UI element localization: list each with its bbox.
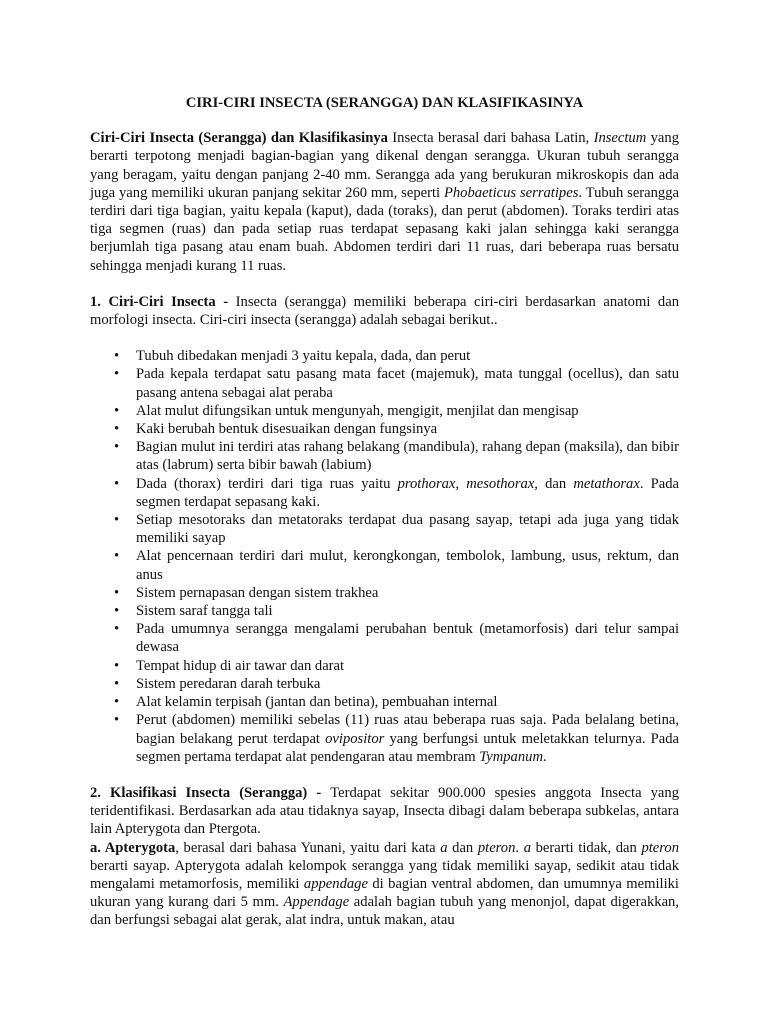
sectionA-text: dan: [447, 839, 478, 856]
list-item: • Alat pencernaan terdiri dari mulut, kerongkongan, tembolok, lambung, usus, rektum, dan anus: [90, 547, 679, 583]
sectionA-italic: a: [523, 839, 531, 856]
list-item-text: Dada (thorax) terdiri dari tiga ruas yaitu: [136, 475, 398, 492]
list-item: • Sistem pernapasan dengan sistem trakhea: [90, 584, 679, 602]
list-item: • Alat mulut difungsikan untuk mengunyah, mengigit, menjilat dan mengisap: [90, 402, 679, 420]
list-item: • Bagian mulut ini terdiri atas rahang belakang (mandibula), rahang depan (maksila), dan bibir atas (labrum) serta bibir bawah (labium): [90, 438, 679, 474]
list-item-italic: Tympanum: [479, 748, 543, 765]
section2-paragraph: [90, 784, 679, 839]
sectionA-italic: appendage: [303, 875, 368, 892]
intro-lead: Ciri-Ciri Insecta (Serangga) dan Klasifikasinya: [90, 130, 388, 147]
intro-text-3: . Tubuh serangga terdiri dari tiga bagian, yaitu kepala (kaput), dada (toraks), dan perut (abdomen). Toraks terdiri atas tiga segmen (ruas) dan pada setiap ruas terdapat sepasang kaki jalan sehingga kaki serangga berjumlah tiga pasang atau enam buah. Abdomen terdiri dari 11 ruas, dari beberapa ruas bersatu sehingga menjadi kurang 11 ruas.: [90, 184, 680, 274]
sectionA-text: adalah bagian tubuh yang menonjol, dapat digerakkan, dan berfungsi sebagai alat gerak, alat indra, untuk makan, atau: [90, 894, 679, 929]
section2-text: Terdapat sekitar 900.000 spesies anggota Insecta yang teridentifikasi. Berdasarkan ada atau tidaknya sayap, Insecta dibagi dalam beberapa subkelas, antara lain Apterygota dan Ptergota.: [90, 784, 679, 838]
sectionA-italic: a: [440, 839, 448, 856]
characteristics-list: [90, 347, 679, 766]
list-item: [90, 475, 679, 511]
section2-heading: 2. Klasifikasi Insecta (Serangga) -: [90, 784, 331, 801]
section1-text: Insecta (serangga) memiliki beberapa ciri-ciri berdasarkan anatomi dan morfologi insecta. Ciri-ciri insecta (serangga) adalah sebagai berikut..: [90, 293, 679, 329]
sectionA-heading: a. Apterygota: [90, 839, 176, 856]
intro-text-2: yang berarti terpotong menjadi bagian-bagian yang dikenal dengan serangga. Ukuran tubuh serangga yang beragam, yaitu dengan panjang 2-40 mm. Serangga ada yang berukuran mikroskopis dan ada juga yang memiliki ukuran panjang sekitar 260 mm, seperti: [90, 130, 679, 201]
section1-paragraph: [90, 293, 679, 329]
intro-paragraph: [90, 129, 679, 275]
document-body: [90, 94, 679, 930]
list-item: • Sistem peredaran darah terbuka: [90, 675, 679, 693]
sectionA-text: , berasal dari bahasa Yunani, yaitu dari kata: [175, 839, 441, 856]
list-item: • Kaki berubah bentuk disesuaikan dengan fungsinya: [90, 420, 679, 438]
list-item-italic: ovipositor: [325, 730, 385, 747]
page-title: CIRI-CIRI INSECTA (SERANGGA) DAN KLASIFIKASINYA: [185, 95, 584, 111]
sectionA-italic: pteron: [641, 839, 680, 856]
list-item: • Pada umumnya serangga mengalami perubahan bentuk (metamorfosis) dari telur sampai dewasa: [90, 620, 679, 656]
sectionA-text: berarti tidak, dan: [530, 839, 642, 856]
intro-text-1: Insecta berasal dari bahasa Latin,: [387, 130, 594, 147]
list-item: [90, 711, 679, 766]
sectionA-text: .: [515, 839, 524, 856]
sectionA-paragraph: [90, 839, 679, 930]
list-item: • Tempat hidup di air tawar dan darat: [90, 657, 679, 675]
list-item: • Setiap mesotoraks dan metatoraks terdapat dua pasang sayap, tetapi ada juga yang tidak memiliki sayap: [90, 511, 679, 547]
list-item-italic: prothorax, mesothorax,: [397, 475, 538, 492]
sectionA-italic: Appendage: [283, 894, 350, 911]
list-item: • Alat kelamin terpisah (jantan dan betina), pembuahan internal: [90, 693, 679, 711]
list-item-italic: metathorax: [573, 475, 640, 492]
sectionA-text: berarti sayap. Apterygota adalah kelompok serangga yang tidak memiliki sayap, sedikit atau tidak mengalami metamorfosis, memiliki: [90, 857, 679, 892]
intro-italic-2: Phobaeticus serratipes: [443, 184, 579, 201]
list-item: • Tubuh dibedakan menjadi 3 yaitu kepala, dada, dan perut: [90, 347, 679, 365]
list-item-text: yang berfungsi untuk meletakkan telurnya. Pada segmen pertama terdapat alat pendengaran atau membram: [136, 730, 679, 765]
list-item: • Pada kepala terdapat satu pasang mata facet (majemuk), mata tunggal (ocellus), dan satu pasang antena sebagai alat peraba: [90, 365, 679, 401]
list-item-text: . Pada segmen terdapat sepasang kaki.: [136, 475, 679, 510]
intro-italic-1: Insectum: [593, 130, 647, 147]
list-item: • Sistem saraf tangga tali: [90, 602, 679, 620]
list-item-text: dan: [537, 475, 574, 492]
section1-heading: 1. Ciri-Ciri Insecta -: [90, 293, 236, 310]
sectionA-text: di bagian ventral abdomen, dan umumnya memiliki ukuran yang kurang dari 5 mm.: [90, 875, 679, 911]
sectionA-italic: pteron: [477, 839, 516, 856]
list-item-text: .: [542, 748, 547, 765]
list-item-text: Perut (abdomen) memiliki sebelas (11) ruas atau beberapa ruas saja. Pada belalang betina, bagian belakang perut terdapat: [136, 712, 679, 747]
